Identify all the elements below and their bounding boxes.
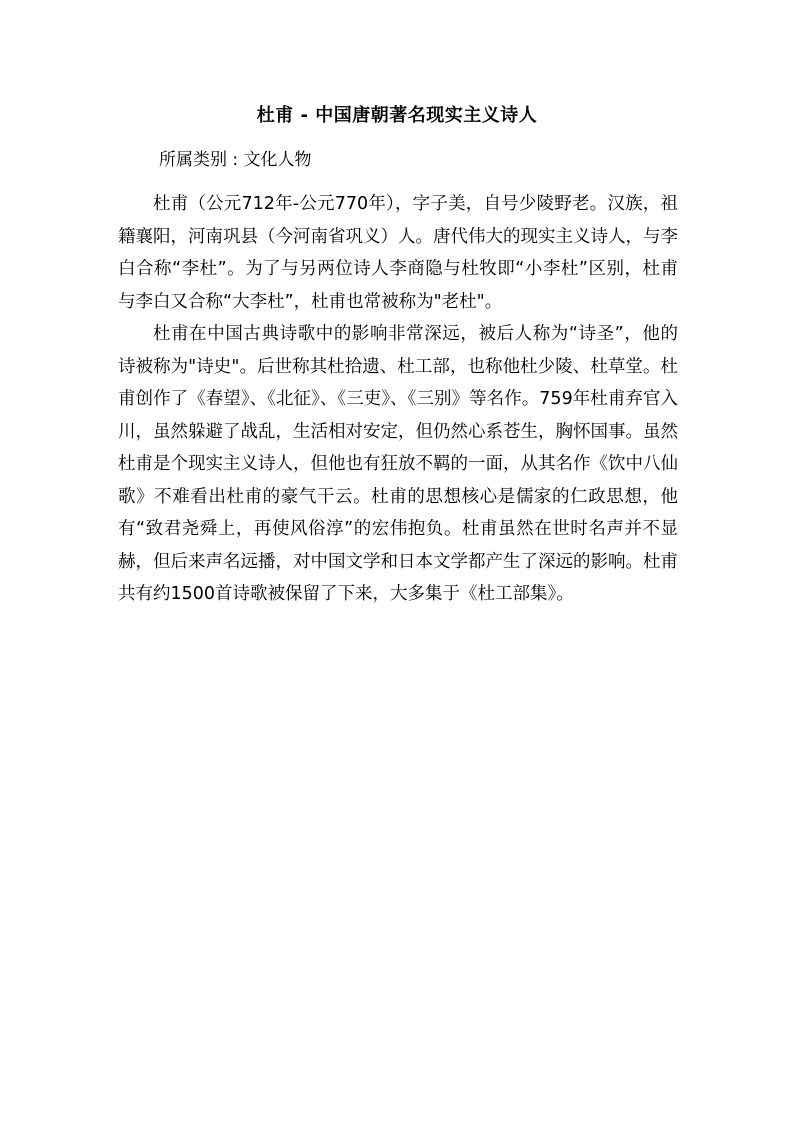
paragraph-intro: 杜甫（公元712年-公元770年），字子美，自号少陵野老。汉族，祖籍襄阳，河南巩县（今河南省巩义）人。唐代伟大的现实主义诗人，与李白合称“李杜”。为了与另两位诗人李商隐与杜牧即“小李杜”区别，杜甫与李白又合称“大李杜”，杜甫也常被称为"老杜"。 — [118, 194, 678, 312]
body-text — [118, 188, 678, 611]
document-title: 杜甫 - 中国唐朝著名现实主义诗人 — [256, 105, 538, 126]
paragraph-influence: 杜甫在中国古典诗歌中的影响非常深远，被后人称为“诗圣”，他的诗被称为"诗史"。后世称其杜拾遗、杜工部，也称他杜少陵、杜草堂。杜甫创作了《春望》、《北征》、《三吏》、《三别》等名作。759年杜甫弃官入川，虽然躲避了战乱，生活相对安定，但仍然心系苍生，胸怀国事。虽然杜甫是个现实主义诗人，但他也有狂放不羁的一面，从其名作《饮中八仙歌》不难看出杜甫的豪气干云。杜甫的思想核心是儒家的仁政思想，他有“致君尧舜上，再使风俗淳”的宏伟抱负。杜甫虽然在世时名声并不显赫，但后来声名远播，对中国文学和日本文学都产生了深远的影响。杜甫共有约1500首诗歌被保留了下来，大多集于《杜工部集》。 — [118, 324, 678, 604]
category-line: 所属类别 : 文化人物 — [159, 150, 312, 170]
